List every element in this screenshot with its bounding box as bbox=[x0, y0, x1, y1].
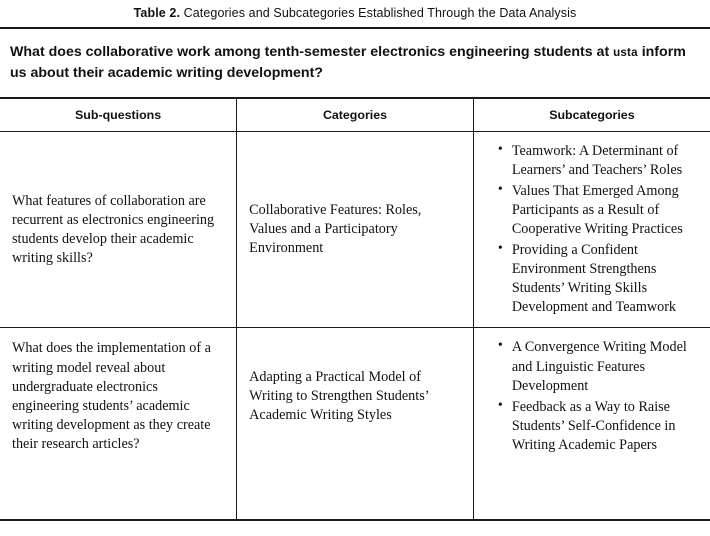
sub-question-cell: What features of collaboration are recurrent as electronics engineering students develop their academic writing skills? bbox=[0, 132, 237, 328]
table-row bbox=[0, 132, 710, 328]
subcategory-list bbox=[486, 338, 698, 454]
column-header-sub-questions: Sub-questions bbox=[0, 99, 237, 132]
table-body bbox=[0, 132, 710, 519]
category-cell: Collaborative Features: Roles, Values and a Participatory Environment bbox=[237, 132, 474, 328]
spacer-cell bbox=[473, 465, 710, 519]
main-question-part2: inform us about their academic writing development? bbox=[10, 44, 686, 81]
category-cell: Adapting a Practical Model of Writing to Strengthen Students’ Academic Writing Styles bbox=[237, 328, 474, 465]
table-spacer-row bbox=[0, 465, 710, 519]
column-header-subcategories: Subcategories bbox=[473, 99, 710, 132]
subcategory-cell bbox=[473, 328, 710, 465]
list-item: • Teamwork: A Determinant of Learners’ and Teachers’ Roles bbox=[512, 142, 698, 180]
subcategory-cell bbox=[473, 132, 710, 328]
sub-question-cell: What does the implementation of a writing model reveal about undergraduate electronics engineering students’ academic writing development as they create their research articles? bbox=[0, 328, 237, 465]
main-question-part1: What does collaborative work among tenth-semester electronics engineering students at bbox=[10, 44, 614, 60]
subcategory-list bbox=[486, 142, 698, 317]
spacer-cell bbox=[0, 465, 237, 519]
table-header-row bbox=[0, 99, 710, 132]
table-row bbox=[0, 328, 710, 465]
list-item: • Feedback as a Way to Raise Students’ Self-Confidence in Writing Academic Papers bbox=[512, 398, 698, 455]
list-item: • A Convergence Writing Model and Linguistic Features Development bbox=[512, 338, 698, 395]
spacer-cell bbox=[237, 465, 474, 519]
main-research-question bbox=[0, 29, 710, 97]
table-caption-label: Table 2. bbox=[133, 6, 181, 20]
table-caption bbox=[0, 0, 710, 27]
list-item: • Values That Emerged Among Participants as a Result of Cooperative Writing Practices bbox=[512, 182, 698, 239]
list-item: • Providing a Confident Environment Strengthens Students’ Writing Skills Development and Teamwork bbox=[512, 241, 698, 317]
categories-table bbox=[0, 99, 710, 518]
table-head bbox=[0, 99, 710, 132]
table-bottom-rule bbox=[0, 519, 710, 521]
table-caption-text: Categories and Subcategories Established Through the Data Analysis bbox=[183, 6, 577, 20]
institution-acronym: usta bbox=[613, 46, 638, 59]
column-header-categories: Categories bbox=[237, 99, 474, 132]
